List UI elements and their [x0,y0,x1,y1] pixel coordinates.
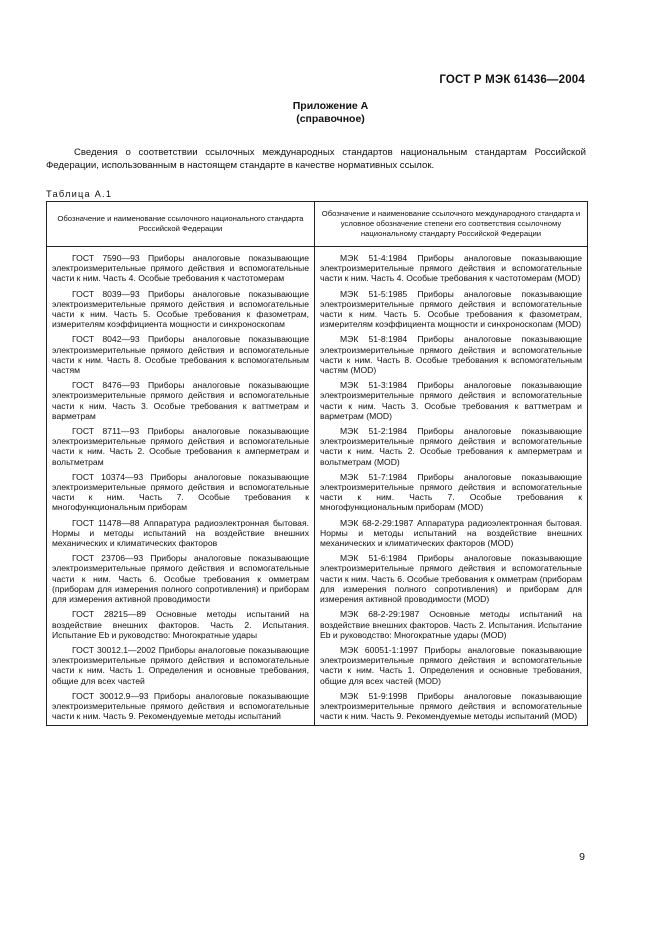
table-row [47,247,588,287]
national-standard-cell [47,287,315,333]
header-international-standard: Обозначение и наименование ссылочного международного стандарта и условное обозначение степени его соответствия ссылочному национальному стандарту Российской Федерации [315,202,588,247]
cell-text: ГОСТ 10374—93 Приборы аналоговые показывающие электроизмерительные прямого действия и вспомогательные части к ним. Часть 7. Особые требования к многофункциональным приборам [52,471,309,513]
international-standard-cell [315,378,588,424]
table-row [47,287,588,333]
table-row [47,643,588,689]
international-standard-cell [315,516,588,552]
table-row [47,424,588,470]
cell-text: ГОСТ 7590—93 Приборы аналоговые показывающие электроизмерительные прямого действия и вспомогательные части к ним. Часть 4. Особые требования к частотомерам [52,253,309,284]
table-row [47,607,588,643]
cell-text: МЭК 51-3:1984 Приборы аналоговые показывающие электроизмерительные прямого действия и вспомогательные части к ним. Часть 3. Особые требования к ваттметрам и варметрам (MOD) [320,380,582,421]
cell-text: МЭК 51-7:1984 Приборы аналоговые показывающие электроизмерительные прямого действия и вспомогательные части к ним. Часть 7. Особые требования к многофункциональным приборам (MOD) [320,471,582,513]
national-standard-cell [47,378,315,424]
national-standard-cell [47,643,315,689]
cell-text: МЭК 51-6:1984 Приборы аналоговые показывающие электроизмерительные прямого действия и вспомогательные части к ним. Часть 6. Особые требования к омметрам (приборам для измерения полного сопротивления) и приборам для измерения активной проводимости (MOD) [320,553,582,605]
table-caption: Таблица А.1 [46,189,113,199]
international-standard-cell [315,551,588,607]
table-row [47,470,588,516]
table-row [47,516,588,552]
table-row [47,689,588,726]
cell-text: ГОСТ 11478—88 Аппаратура радиоэлектронная бытовая. Нормы и методы испытаний на воздействие внешних механических и климатических факторов [52,517,309,549]
cell-text: ГОСТ 8711—93 Приборы аналоговые показывающие электроизмерительные прямого действия и вспомогательные части к ним. Часть 2. Особые требования к амперметрам и вольтметрам [52,426,309,467]
cell-text: МЭК 60051-1:1997 Приборы аналоговые показывающие электроизмерительные прямого действия и вспомогательные части к ним. Часть 1. Определения и основные требования, общие для всех частей (MOD) [320,644,582,686]
cell-text: МЭК 51-2:1984 Приборы аналоговые показывающие электроизмерительные прямого действия и вспомогательные части к ним. Часть 2. Особые требования к амперметрам и вольтметрам (MOD) [320,426,582,467]
intro-paragraph: Сведения о соответствии ссылочных международных стандартов национальным стандартам Российской Федерации, использованным в настоящем стандарте в качестве нормативных ссылок. [46,147,586,171]
cell-text: МЭК 51-8:1984 Приборы аналоговые показывающие электроизмерительные прямого действия и вспомогательные части к ним. Часть 8. Особые требования к вспомогательным частям (MOD) [320,334,582,376]
international-standard-cell [315,287,588,333]
cell-text: ГОСТ 23706—93 Приборы аналоговые показывающие электроизмерительные прямого действия и вспомогательные части к ним. Часть 6. Особые требования к омметрам (приборам для измерения полного сопротивления) и приборам для измерения активной проводимости [52,553,309,605]
national-standard-cell [47,689,315,726]
cell-text: ГОСТ 8476—93 Приборы аналоговые показывающие электроизмерительные прямого действия и вспомогательные части к ним. Часть 3. Особые требования к ваттметрам и варметрам [52,380,309,421]
international-standard-cell [315,332,588,378]
table-row [47,378,588,424]
national-standard-cell [47,424,315,470]
cell-text: МЭК 51-9:1998 Приборы аналоговые показывающие электроизмерительные прямого действия и вспомогательные части к ним. Часть 9. Рекомендуемые методы испытаний (MOD) [320,690,582,722]
appendix-heading [0,100,661,126]
table-row [47,332,588,378]
cell-text: МЭК 68-2-29:1987 Аппаратура радиоэлектронная бытовая. Нормы и методы испытаний на воздействие внешних механических и климатических факторов (MOD) [320,517,582,549]
cell-text: ГОСТ 8042—93 Приборы аналоговые показывающие электроизмерительные прямого действия и вспомогательные части к ним. Часть 8. Особые требования к вспомогательным частям [52,334,309,376]
national-standard-cell [47,247,315,287]
national-standard-cell [47,551,315,607]
international-standard-cell [315,424,588,470]
appendix-title: Приложение А [292,100,369,112]
international-standard-cell [315,643,588,689]
appendix-subtitle: (справочное) [296,113,365,125]
international-standard-cell [315,470,588,516]
international-standard-cell [315,247,588,287]
national-standard-cell [47,607,315,643]
cell-text: МЭК 51-5:1985 Приборы аналоговые показывающие электроизмерительные прямого действия и вспомогательные части к ним. Часть 5. Особые требования к фазометрам, измерителям коэффициента мощности и синхроноскопам (MOD) [320,288,582,330]
page-number: 9 [579,851,585,863]
cell-text: ГОСТ 30012.9—93 Приборы аналоговые показывающие электроизмерительные прямого действия и вспомогательные части к ним. Часть 9. Рекомендуемые методы испытаний [52,690,309,722]
reference-table [46,201,588,726]
national-standard-cell [47,470,315,516]
international-standard-cell [315,689,588,726]
cell-text: ГОСТ 30012.1—2002 Приборы аналоговые показывающие электроизмерительные прямого действия и вспомогательные части к ним. Часть 1. Определения и основные требования, общие для всех частей [52,644,309,686]
header-national-standard: Обозначение и наименование ссылочного национального стандарта Российской Федерации [47,202,315,247]
national-standard-cell [47,516,315,552]
table-row [47,551,588,607]
standard-code-header: ГОСТ Р МЭК 61436—2004 [439,74,585,86]
cell-text: МЭК 51-4:1984 Приборы аналоговые показывающие электроизмерительные прямого действия и вспомогательные части к ним. Часть 4. Особые требования к частотомерам (MOD) [320,253,582,284]
cell-text: МЭК 68-2-29:1987 Основные методы испытаний на воздействие внешних факторов. Часть 2. Испытания. Испытание Eb и руководство: Многократные удары (MOD) [320,609,582,640]
cell-text: ГОСТ 28215—89 Основные методы испытаний на воздействие внешних факторов. Часть 2. Испытания. Испытание Eb и руководство: Многократные удары [52,609,309,640]
cell-text: ГОСТ 8039—93 Приборы аналоговые показывающие электроизмерительные прямого действия и вспомогательные части к ним. Часть 5. Особые требования к фазометрам, измерителям коэффициента мощности и синхроноскопам [52,288,309,330]
national-standard-cell [47,332,315,378]
international-standard-cell [315,607,588,643]
table-header-row [47,202,588,247]
